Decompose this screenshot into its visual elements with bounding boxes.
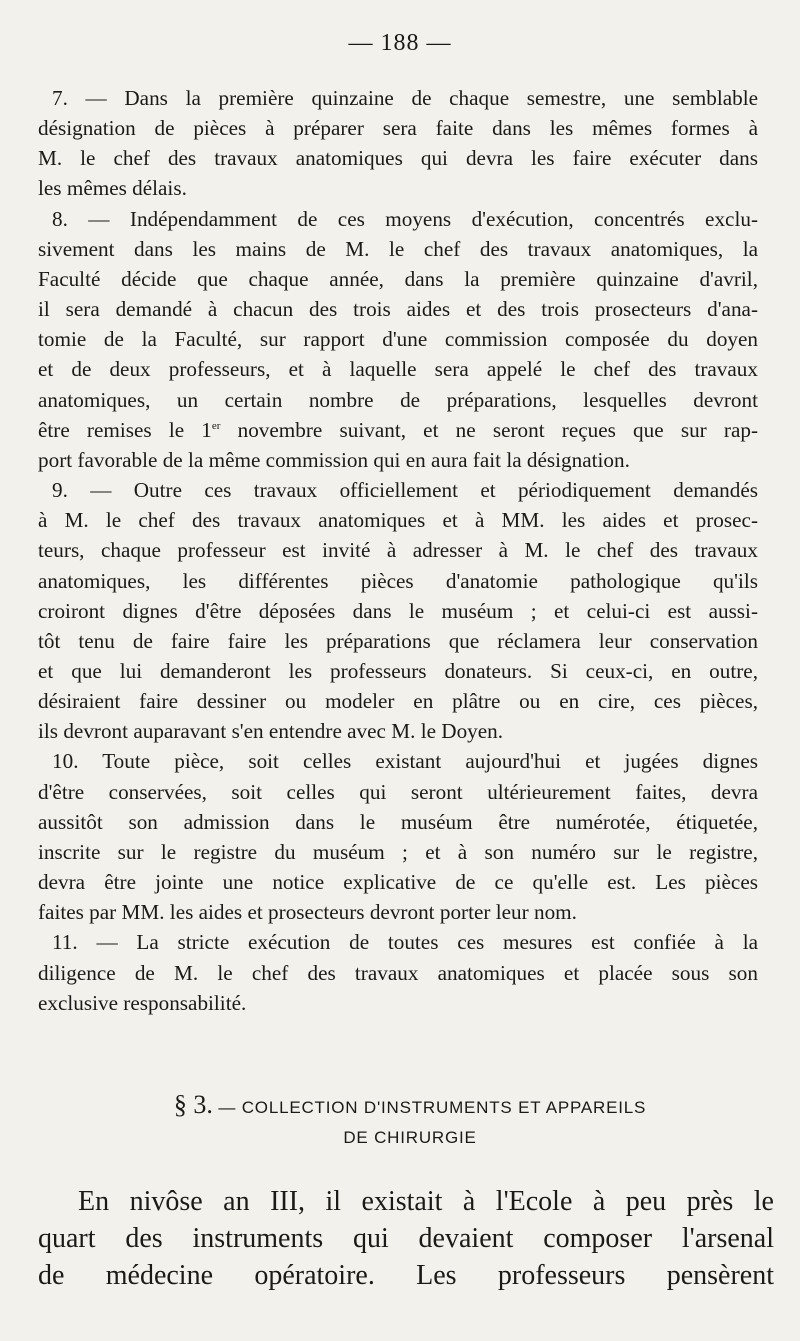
section-heading-line-1	[40, 1090, 780, 1120]
text-line: Faculté décide que chaque année, dans la première quinzaine d'avril,	[38, 266, 758, 291]
text-line: et de deux professeurs, et à laquelle sera appelé le chef des travaux	[38, 357, 758, 382]
text-line: 11. — La stricte exécution de toutes ces mesures est confiée à la	[52, 930, 758, 955]
text-line: tomie de la Faculté, sur rapport d'une commission composée du doyen	[38, 327, 758, 352]
section-title-part-1: — COLLECTION D'INSTRUMENTS ET APPAREILS	[218, 1098, 647, 1117]
text-line: sivement dans les mains de M. le chef des travaux anatomiques, la	[38, 236, 758, 261]
article-body	[38, 83, 758, 1018]
text-line: 8. — Indépendamment de ces moyens d'exécution, concentrés exclu-	[52, 206, 758, 231]
paragraph-article-11	[38, 927, 758, 1017]
section-heading	[40, 1090, 780, 1148]
text-line: anatomiques, un certain nombre de préparations, lesquelles devront	[38, 387, 758, 412]
text-line: devra être jointe une notice explicative de ce qu'elle est. Les pièces	[38, 870, 758, 895]
text-line: il sera demandé à chacun des trois aides et des trois prosecteurs d'ana-	[38, 297, 758, 322]
text-line: désignation de pièces à préparer sera faite dans les mêmes formes à	[38, 116, 758, 141]
text-line: les mêmes délais.	[38, 176, 187, 201]
text-line: inscrite sur le registre du muséum ; et à son numéro sur le registre,	[38, 839, 758, 864]
text-line: 7. — Dans la première quinzaine de chaque semestre, une semblable	[52, 86, 758, 110]
section-title-part-2: DE CHIRURGIE	[343, 1128, 477, 1147]
text-line: désiraient faire dessiner ou modeler en plâtre ou en cire, ces pièces,	[38, 689, 758, 714]
text-line: 10. Toute pièce, soit celles existant aujourd'hui et jugées dignes	[52, 749, 758, 774]
text-line: à M. le chef des travaux anatomiques et à MM. les aides et prosec-	[38, 508, 758, 533]
text-line: tôt tenu de faire faire les préparations que réclamera leur conservation	[38, 628, 758, 653]
text-line: 9. — Outre ces travaux officiellement et périodiquement demandés	[52, 478, 758, 503]
paragraph-article-9	[38, 475, 758, 746]
text-line: d'être conservées, soit celles qui seront ultérieurement faites, devra	[38, 779, 758, 804]
text-line: croiront dignes d'être déposées dans le muséum ; et celui-ci est aussi-	[38, 598, 758, 623]
text-line: anatomiques, les différentes pièces d'anatomie pathologique qu'ils	[38, 568, 758, 593]
text-line: quart des instruments qui devaient composer l'arsenal	[38, 1223, 774, 1254]
text-line: être remises le 1er novembre suivant, et ne seront reçues que sur rap-	[38, 417, 758, 442]
text-line: diligence de M. le chef des travaux anatomiques et placée sous son	[38, 960, 758, 985]
text-line: et que lui demanderont les professeurs donateurs. Si ceux-ci, en outre,	[38, 658, 758, 683]
paragraph-article-7	[38, 83, 758, 204]
text-line: faites par MM. les aides et prosecteurs devront porter leur nom.	[38, 900, 577, 925]
text-line: exclusive responsabilité.	[38, 990, 247, 1015]
section-mark: § 3.	[173, 1090, 213, 1119]
text-line: port favorable de la même commission qui en aura fait la désignation.	[38, 447, 630, 472]
text-line: M. le chef des travaux anatomiques qui devra les faire exécuter dans	[38, 146, 758, 171]
text-line: teurs, chaque professeur est invité à adresser à M. le chef des travaux	[38, 538, 758, 563]
text-line: ils devront auparavant s'en entendre avec M. le Doyen.	[38, 719, 504, 744]
text-line: aussitôt son admission dans le muséum être numérotée, étiquetée,	[38, 809, 758, 834]
text-line: En nivôse an III, il existait à l'Ecole à peu près le	[78, 1186, 774, 1217]
text-line: de médecine opératoire. Les professeurs pensèrent	[38, 1260, 774, 1291]
paragraph-article-8	[38, 204, 758, 475]
paragraph-article-10	[38, 746, 758, 927]
page-number: — 188 —	[348, 30, 452, 56]
section-body	[38, 1183, 774, 1294]
